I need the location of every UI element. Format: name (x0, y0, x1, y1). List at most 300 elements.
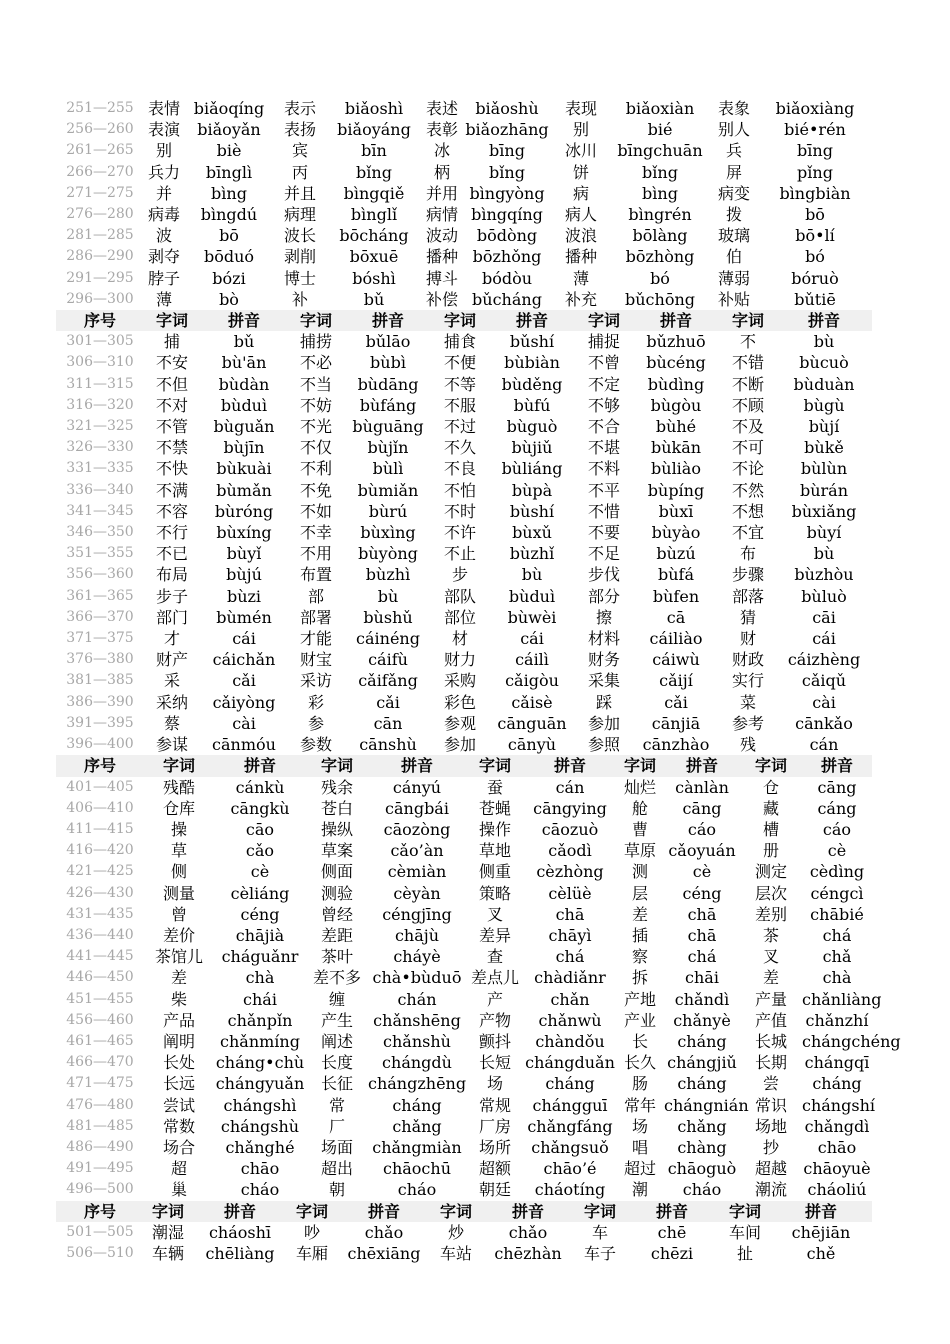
word-cell: 采购 (443, 671, 476, 691)
word-cell: 叉 (762, 947, 779, 967)
word-cell: 参谋 (155, 735, 188, 755)
pinyin-cell: biǎoxiàn (625, 99, 695, 118)
word-cell: 长 (631, 1031, 648, 1051)
word-cell: 别 (155, 141, 172, 161)
pinyin-cell: cǎo’àn (390, 841, 444, 861)
table-row (56, 777, 872, 798)
table-row (56, 989, 872, 1010)
word-cell: 不论 (731, 459, 764, 479)
index-cell: 431—435 (66, 905, 134, 922)
index-cell: 481—485 (66, 1117, 134, 1134)
word-cell: 长处 (162, 1053, 195, 1073)
word-cell: 捕 (163, 332, 180, 352)
pinyin-cell: chāo’é (543, 1159, 597, 1179)
pinyin-cell: chā (687, 904, 717, 924)
word-cell: 不用 (299, 544, 332, 564)
word-cell: 波动 (425, 226, 458, 246)
word-cell: 别人 (717, 120, 750, 140)
word-cell: 灿烂 (623, 777, 656, 797)
header-row (56, 755, 872, 776)
table-row (56, 437, 872, 458)
word-cell: 捕食 (443, 332, 476, 352)
pinyin-cell: bùyòng (358, 544, 418, 564)
pinyin-cell: bùbiàn (504, 353, 560, 373)
word-cell: 布 (739, 544, 756, 564)
word-cell: 常规 (478, 1095, 511, 1115)
pinyin-cell: bǔ (363, 289, 385, 309)
table-row (56, 1179, 872, 1200)
pinyin-cell: cǎifǎng (358, 671, 418, 691)
word-cell: 冰川 (564, 141, 597, 161)
pinyin-cell: cānmóu (212, 735, 276, 755)
pinyin-cell: cǎo (245, 841, 275, 861)
header-cell: 拼音 (480, 1201, 576, 1222)
word-cell: 超 (170, 1159, 187, 1179)
header-cell: 拼音 (488, 310, 576, 331)
pinyin-cell: bó (650, 268, 670, 288)
index-cell: 291—295 (66, 269, 134, 286)
word-cell: 剥夺 (147, 247, 180, 267)
pinyin-cell: bùxiǎng (791, 501, 857, 521)
pinyin-cell: bìng (642, 183, 678, 203)
header-cell: 字词 (576, 1201, 624, 1222)
pinyin-cell: bùrú (368, 501, 408, 521)
pinyin-cell: cǎi (664, 692, 688, 712)
pinyin-cell: cè (827, 841, 847, 861)
word-cell: 参加 (443, 735, 476, 755)
word-cell: 搏斗 (425, 268, 458, 288)
table-row (56, 670, 872, 691)
word-cell: 差别 (754, 904, 787, 924)
vocab-block-2 (56, 310, 872, 755)
table-row (56, 1158, 872, 1179)
table-row (56, 1031, 872, 1052)
word-cell: 拆 (631, 968, 648, 988)
word-cell: 厂房 (478, 1116, 511, 1136)
pinyin-cell: cǎoyuán (668, 841, 736, 861)
pinyin-cell: chàdiǎnr (534, 968, 606, 988)
word-cell: 吵 (303, 1222, 320, 1242)
pinyin-cell: chǎngsuǒ (531, 1137, 609, 1157)
pinyin-cell: cāi (812, 607, 836, 627)
pinyin-cell: bōduó (203, 247, 255, 267)
word-cell: 茶馆儿 (154, 947, 203, 967)
pinyin-cell: chāyì (548, 925, 592, 945)
word-cell: 朝 (328, 1180, 345, 1200)
pinyin-cell: cháoliú (807, 1180, 867, 1200)
word-cell: 不断 (731, 374, 764, 394)
pinyin-cell: chējiān (791, 1222, 851, 1242)
pinyin-cell: bié•rén (784, 120, 846, 140)
pinyin-cell: cháo (397, 1180, 437, 1200)
word-cell: 表象 (717, 99, 750, 118)
word-cell: 潮湿 (151, 1222, 184, 1242)
header-row (56, 1201, 872, 1222)
pinyin-cell: chá (822, 925, 852, 945)
word-cell: 菜 (739, 692, 756, 712)
word-cell: 猜 (739, 607, 756, 627)
word-cell: 阐述 (320, 1031, 353, 1051)
pinyin-cell: cǎiqǔ (801, 671, 847, 691)
word-cell: 表示 (283, 99, 316, 118)
index-cell: 396—400 (66, 736, 134, 753)
word-cell: 草案 (320, 841, 353, 861)
pinyin-cell: chā (687, 925, 717, 945)
index-cell: 476—480 (66, 1096, 134, 1113)
word-cell: 车间 (728, 1222, 761, 1242)
word-cell: 侧 (170, 862, 187, 882)
word-cell: 病毒 (147, 205, 180, 225)
table-row (56, 480, 872, 501)
index-cell: 346—350 (66, 524, 134, 541)
word-cell: 不良 (443, 459, 476, 479)
index-cell: 381—385 (66, 672, 134, 689)
word-cell: 长久 (623, 1053, 656, 1073)
word-cell: 不可 (731, 438, 764, 458)
index-cell: 486—490 (66, 1138, 134, 1155)
word-cell: 不够 (587, 395, 620, 415)
word-cell: 伯 (725, 247, 742, 267)
table-row (56, 1137, 872, 1158)
pinyin-cell: bīnglì (205, 162, 253, 182)
word-cell: 叉 (486, 904, 503, 924)
header-cell: 字词 (466, 755, 524, 776)
word-cell: 薄 (155, 289, 172, 309)
word-cell: 才能 (299, 629, 332, 649)
word-cell: 薄弱 (717, 268, 750, 288)
header-cell: 拼音 (336, 1201, 432, 1222)
pinyin-cell: bǔzhuō (646, 332, 706, 352)
pinyin-cell: cháng•chù (215, 1053, 305, 1073)
word-cell: 不仅 (299, 438, 332, 458)
pinyin-cell: céngjīng (382, 904, 452, 924)
word-cell: 参考 (731, 713, 764, 733)
word-cell: 车辆 (151, 1243, 184, 1263)
word-cell: 产地 (623, 989, 656, 1009)
pinyin-cell: chēxiāng (347, 1243, 421, 1263)
word-cell: 丙 (291, 162, 308, 182)
pinyin-cell: bùzhòu (794, 565, 854, 585)
pinyin-cell: biǎoyǎn (197, 120, 261, 140)
word-cell: 常 (328, 1095, 345, 1115)
pinyin-cell: chà (822, 968, 852, 988)
pinyin-cell: chǎndì (674, 989, 730, 1009)
pinyin-cell: cáichǎn (212, 650, 276, 670)
word-cell: 剥削 (283, 247, 316, 267)
pinyin-cell: bīngchuān (617, 141, 703, 161)
word-cell: 不曾 (587, 353, 620, 373)
table-row (56, 395, 872, 416)
pinyin-cell: chǎnwù (538, 1010, 602, 1030)
word-cell: 产量 (754, 989, 787, 1009)
table-row (56, 268, 872, 289)
pinyin-cell: bóruò (791, 268, 839, 288)
word-cell: 拨 (725, 205, 742, 225)
table-row (56, 946, 872, 967)
word-cell: 财产 (155, 650, 188, 670)
table-row (56, 1073, 872, 1094)
word-cell: 病理 (283, 205, 316, 225)
pinyin-cell: chě (806, 1243, 836, 1263)
word-cell: 测量 (162, 883, 195, 903)
word-cell: 缠 (328, 989, 345, 1009)
header-cell: 字词 (144, 310, 200, 331)
index-cell: 471—475 (66, 1075, 134, 1092)
index-cell: 496—500 (66, 1181, 134, 1198)
table-row (56, 225, 872, 246)
pinyin-cell: bùfen (652, 586, 700, 606)
pinyin-cell: chàng (677, 1137, 727, 1157)
pinyin-cell: cháotíng (534, 1180, 606, 1200)
word-cell: 彩 (307, 692, 324, 712)
word-cell: 残余 (320, 777, 353, 797)
word-cell: 长征 (320, 1074, 353, 1094)
word-cell: 扯 (736, 1243, 753, 1263)
pinyin-cell: chǎng (392, 1116, 442, 1136)
word-cell: 参照 (587, 735, 620, 755)
table-row (56, 183, 872, 204)
word-cell: 别 (572, 120, 589, 140)
word-cell: 部门 (155, 607, 188, 627)
table-row (56, 734, 872, 755)
word-cell: 参 (307, 713, 324, 733)
index-cell: 256—260 (66, 121, 134, 138)
word-cell: 车子 (583, 1243, 616, 1263)
pinyin-cell: chǎ (822, 947, 852, 967)
word-cell: 不顾 (731, 395, 764, 415)
table-row (56, 819, 872, 840)
word-cell: 场地 (754, 1116, 787, 1136)
header-cell: 序号 (56, 310, 144, 331)
word-cell: 不行 (155, 523, 188, 543)
word-cell: 屏 (725, 162, 742, 182)
word-cell: 车站 (439, 1243, 472, 1263)
pinyin-cell: cāngbái (385, 798, 449, 818)
pinyin-cell: chángguī (532, 1095, 608, 1115)
word-cell: 波长 (283, 226, 316, 246)
pinyin-cell: bīn (361, 141, 387, 161)
pinyin-cell: chāi (685, 968, 719, 988)
pinyin-cell: bùbì (370, 353, 406, 373)
word-cell: 不平 (587, 480, 620, 500)
word-cell: 冰 (433, 141, 450, 161)
pinyin-cell: bùdìng (647, 374, 705, 394)
pinyin-cell: chāoyuè (803, 1159, 871, 1179)
word-cell: 不错 (731, 353, 764, 373)
word-cell: 唱 (631, 1137, 648, 1157)
pinyin-cell: cānguān (497, 713, 567, 733)
pinyin-cell: bō•lí (795, 226, 835, 246)
pinyin-cell: chǎnzhí (805, 1010, 869, 1030)
pinyin-cell: bǔcháng (472, 289, 542, 309)
word-cell: 差 (631, 904, 648, 924)
pinyin-cell: cái (812, 629, 836, 649)
pinyin-cell: chángdù (382, 1053, 452, 1073)
index-cell: 416—420 (66, 842, 134, 859)
word-cell: 不妨 (299, 395, 332, 415)
pinyin-cell: chàndǒu (535, 1031, 605, 1051)
table-row (56, 586, 872, 607)
index-cell: 461—465 (66, 1032, 134, 1049)
index-cell: 371—375 (66, 630, 134, 647)
word-cell: 擦 (595, 607, 612, 627)
word-cell: 不如 (299, 501, 332, 521)
header-cell: 字词 (288, 1201, 336, 1222)
index-cell: 506—510 (66, 1244, 134, 1261)
word-cell: 步伐 (587, 565, 620, 585)
index-cell: 401—405 (66, 778, 134, 795)
table-row (56, 1222, 872, 1243)
pinyin-cell: chángnián (664, 1095, 749, 1115)
word-cell: 不过 (443, 417, 476, 437)
pinyin-cell: chǎngfáng (527, 1116, 613, 1136)
word-cell: 舱 (631, 798, 648, 818)
word-cell: 踩 (595, 692, 612, 712)
word-cell: 差价 (162, 925, 195, 945)
index-cell: 321—325 (66, 418, 134, 435)
word-cell: 不幸 (299, 523, 332, 543)
pinyin-cell: chǎnpǐn (227, 1010, 293, 1030)
table-row (56, 543, 872, 564)
word-cell: 曹 (631, 819, 648, 839)
word-cell: 差距 (320, 925, 353, 945)
word-cell: 播种 (425, 247, 458, 267)
word-cell: 步骤 (731, 565, 764, 585)
pinyin-cell: bùmiǎn (357, 480, 419, 500)
pinyin-cell: cháng (677, 1031, 727, 1051)
pinyin-cell: bō (805, 205, 825, 225)
word-cell: 不光 (299, 417, 332, 437)
index-cell: 441—445 (66, 948, 134, 965)
table-row (56, 331, 872, 352)
pinyin-cell: chāochū (382, 1159, 451, 1179)
pinyin-cell: cànlàn (675, 777, 729, 797)
word-cell: 颤抖 (478, 1031, 511, 1051)
index-cell: 286—290 (66, 248, 134, 265)
pinyin-cell: cáizhèng (787, 650, 861, 670)
word-cell: 不当 (299, 374, 332, 394)
pinyin-cell: bó (805, 247, 825, 267)
pinyin-cell: bō (219, 226, 239, 246)
pinyin-cell: cáiwù (652, 650, 700, 670)
index-cell: 316—320 (66, 396, 134, 413)
index-cell: 336—340 (66, 481, 134, 498)
header-cell: 拼音 (664, 755, 740, 776)
word-cell: 产品 (162, 1010, 195, 1030)
word-cell: 并用 (425, 183, 458, 203)
word-cell: 差 (762, 968, 779, 988)
index-cell: 466—470 (66, 1054, 134, 1071)
pinyin-cell: bùduì (508, 586, 556, 606)
word-cell: 不然 (731, 480, 764, 500)
word-cell: 不利 (299, 459, 332, 479)
word-cell: 朝廷 (478, 1180, 511, 1200)
pinyin-cell: bùrán (799, 480, 849, 500)
pinyin-cell: bùwèi (507, 607, 557, 627)
pinyin-cell: bùhé (655, 417, 697, 437)
pinyin-cell: cháng (812, 1074, 862, 1094)
pinyin-cell: cè (250, 862, 270, 882)
word-cell: 不想 (731, 501, 764, 521)
table-row (56, 713, 872, 734)
word-cell: 不要 (587, 523, 620, 543)
header-cell: 字词 (288, 310, 344, 331)
pinyin-cell: chá (555, 947, 585, 967)
word-cell: 参数 (299, 735, 332, 755)
word-cell: 超过 (623, 1159, 656, 1179)
index-cell: 281—285 (66, 227, 134, 244)
word-cell: 参加 (587, 713, 620, 733)
pinyin-cell: chǎo (364, 1222, 404, 1242)
word-cell: 不时 (443, 501, 476, 521)
pinyin-cell: cǎijí (659, 671, 693, 691)
pinyin-cell: cāozuò (541, 819, 599, 839)
word-cell: 表彰 (425, 120, 458, 140)
pinyin-cell: cáiliào (649, 629, 703, 649)
word-cell: 不等 (443, 374, 476, 394)
word-cell: 布局 (155, 565, 188, 585)
pinyin-cell: bùyào (651, 523, 701, 543)
word-cell: 阐明 (162, 1031, 195, 1051)
word-cell: 茶叶 (320, 947, 353, 967)
pinyin-cell: biǎoshù (475, 99, 539, 118)
word-cell: 不必 (299, 353, 332, 373)
pinyin-cell: cǎigòu (505, 671, 559, 691)
pinyin-cell: bùpà (511, 480, 553, 500)
pinyin-cell: bǐng (356, 162, 392, 182)
word-cell: 产业 (623, 1010, 656, 1030)
word-cell: 产 (486, 989, 503, 1009)
pinyin-cell: chǎn (550, 989, 590, 1009)
word-cell: 捕捞 (299, 332, 332, 352)
pinyin-cell: cèmiàn (387, 862, 447, 882)
word-cell: 侧面 (320, 862, 353, 882)
word-cell: 采纳 (155, 692, 188, 712)
pinyin-cell: bǔshí (509, 332, 555, 352)
header-cell: 拼音 (524, 755, 616, 776)
pinyin-cell: chángyuǎn (215, 1074, 305, 1094)
table-row (56, 925, 872, 946)
word-cell: 不快 (155, 459, 188, 479)
word-cell: 察 (631, 947, 648, 967)
pinyin-cell: bìngyòng (469, 183, 545, 203)
pinyin-cell: cāngying (533, 798, 607, 818)
word-cell: 补充 (564, 289, 597, 309)
word-cell: 操 (170, 819, 187, 839)
pinyin-cell: cèliáng (230, 883, 290, 903)
pinyin-cell: cèzhòng (536, 862, 604, 882)
pinyin-cell: bùyǐ (226, 544, 262, 564)
pinyin-cell: bùfá (657, 565, 694, 585)
pinyin-cell: bùmǎn (216, 480, 272, 500)
index-cell: 341—345 (66, 502, 134, 519)
word-cell: 苍蝇 (478, 798, 511, 818)
header-cell: 字词 (144, 1201, 192, 1222)
word-cell: 场所 (478, 1137, 511, 1157)
pinyin-cell: bùlùn (800, 459, 848, 479)
pinyin-cell: cānkǎo (795, 713, 853, 733)
word-cell: 册 (762, 841, 779, 861)
pinyin-cell: cānjiā (651, 713, 701, 733)
pinyin-cell: pǐng (797, 162, 833, 182)
word-cell: 操纵 (320, 819, 353, 839)
pinyin-cell: cái (520, 629, 544, 649)
word-cell: 肠 (631, 1074, 648, 1094)
pinyin-cell: bùyí (806, 523, 842, 543)
pinyin-cell: biǎoqíng (193, 99, 265, 118)
header-cell: 字词 (432, 310, 488, 331)
word-cell: 苍白 (320, 798, 353, 818)
